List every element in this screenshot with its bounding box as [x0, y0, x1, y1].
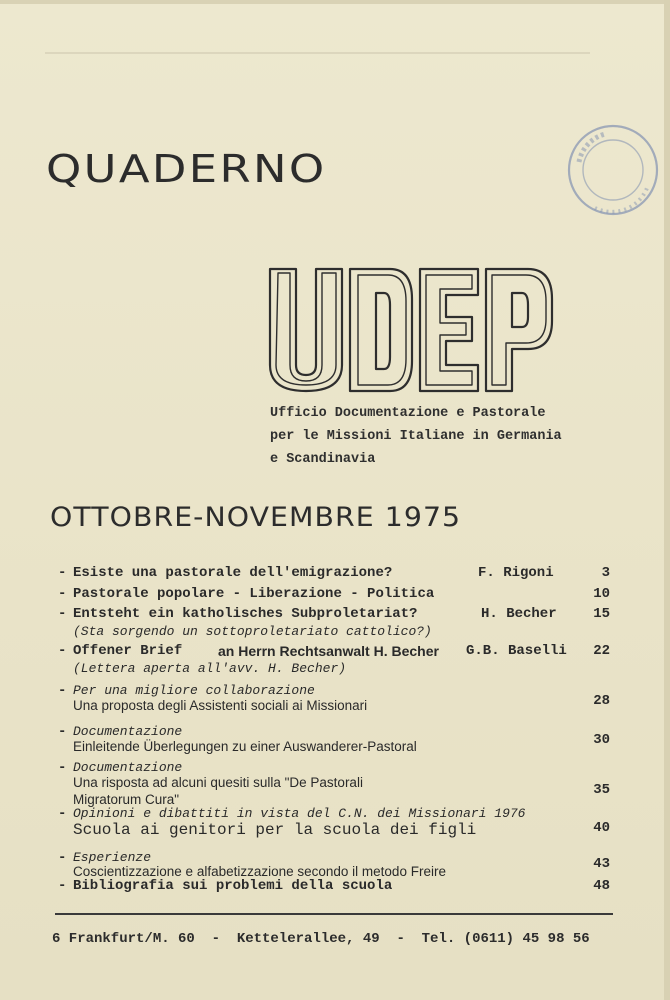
toc-title: Offener Brief	[73, 643, 183, 659]
library-stamp-icon	[565, 122, 661, 218]
toc-dash: -	[58, 760, 67, 776]
toc-title: Esperienze	[73, 850, 152, 865]
toc-dash: -	[58, 878, 67, 894]
bleed-through-line	[45, 52, 590, 54]
toc-note: (Sta sorgendo un sottoproletariato cattolico?)	[73, 624, 432, 639]
toc-page: 35	[593, 782, 610, 798]
footer-divider	[55, 913, 613, 915]
toc-note: Scuola ai genitori per la scuola dei figli	[73, 821, 477, 839]
toc-dash: -	[58, 850, 67, 866]
toc-note: Einleitende Überlegungen zu einer Auswanderer-Pastoral	[73, 739, 417, 754]
toc-title: Documentazione	[73, 760, 183, 775]
toc-page: 3	[601, 565, 610, 581]
toc-author: H. Becher	[481, 606, 557, 622]
toc-note: Coscientizzazione e alfabetizzazione secondo il metodo Freire	[73, 864, 446, 879]
toc-author: G.B. Baselli	[466, 643, 567, 659]
toc-page: 43	[593, 856, 610, 872]
issue-date-heading: OTTOBRE-NOVEMBRE 1975	[50, 502, 462, 533]
toc-dash: -	[58, 565, 67, 581]
toc-dash: -	[58, 724, 67, 740]
toc-page: 10	[593, 586, 610, 602]
toc-title: Per una migliore collaborazione	[73, 683, 315, 698]
toc-title-continuation: an Herrn Rechtsanwalt H. Becher	[218, 643, 439, 659]
toc-note-continuation: Migratorum Cura"	[73, 792, 180, 807]
toc-title: Entsteht ein katholisches Subproletariat?	[73, 606, 418, 622]
subtitle-line-3: e Scandinavia	[270, 452, 376, 467]
udep-logo	[266, 265, 556, 395]
organization-subtitle	[270, 402, 562, 471]
toc-note: Una risposta ad alcuni quesiti sulla "De Pastorali	[73, 775, 363, 790]
toc-page: 15	[593, 606, 610, 622]
toc-page: 28	[593, 693, 610, 709]
toc-dash: -	[58, 643, 67, 659]
footer-address: 6 Frankfurt/M. 60 - Kettelerallee, 49 - Tel. (0611) 45 98 56	[52, 931, 590, 947]
toc-page: 48	[593, 878, 610, 894]
toc-page: 30	[593, 732, 610, 748]
toc-dash: -	[58, 806, 67, 822]
toc-dash: -	[58, 606, 67, 622]
page-edge-top	[0, 0, 670, 4]
toc-title: Opinioni e dibattiti in vista del C.N. dei Missionari 1976	[73, 806, 526, 821]
toc-title: Bibliografia sui problemi della scuola	[73, 878, 393, 894]
quaderno-heading: QUADERNO	[46, 147, 327, 191]
toc-title: Pastorale popolare - Liberazione - Politica	[73, 586, 435, 602]
toc-page: 22	[593, 643, 610, 659]
toc-dash: -	[58, 683, 67, 699]
toc-page: 40	[593, 820, 610, 836]
subtitle-line-2: per le Missioni Italiane in Germania	[270, 429, 562, 444]
subtitle-line-1: Ufficio Documentazione e Pastorale	[270, 406, 546, 421]
toc-title: Esiste una pastorale dell'emigrazione?	[73, 565, 393, 581]
toc-note: (Lettera aperta all'avv. H. Becher)	[73, 661, 347, 676]
toc-author: F. Rigoni	[478, 565, 554, 581]
toc-title: Documentazione	[73, 724, 183, 739]
page-edge-right	[664, 0, 670, 1000]
toc-note: Una proposta degli Assistenti sociali ai Missionari	[73, 698, 368, 713]
toc-dash: -	[58, 586, 67, 602]
